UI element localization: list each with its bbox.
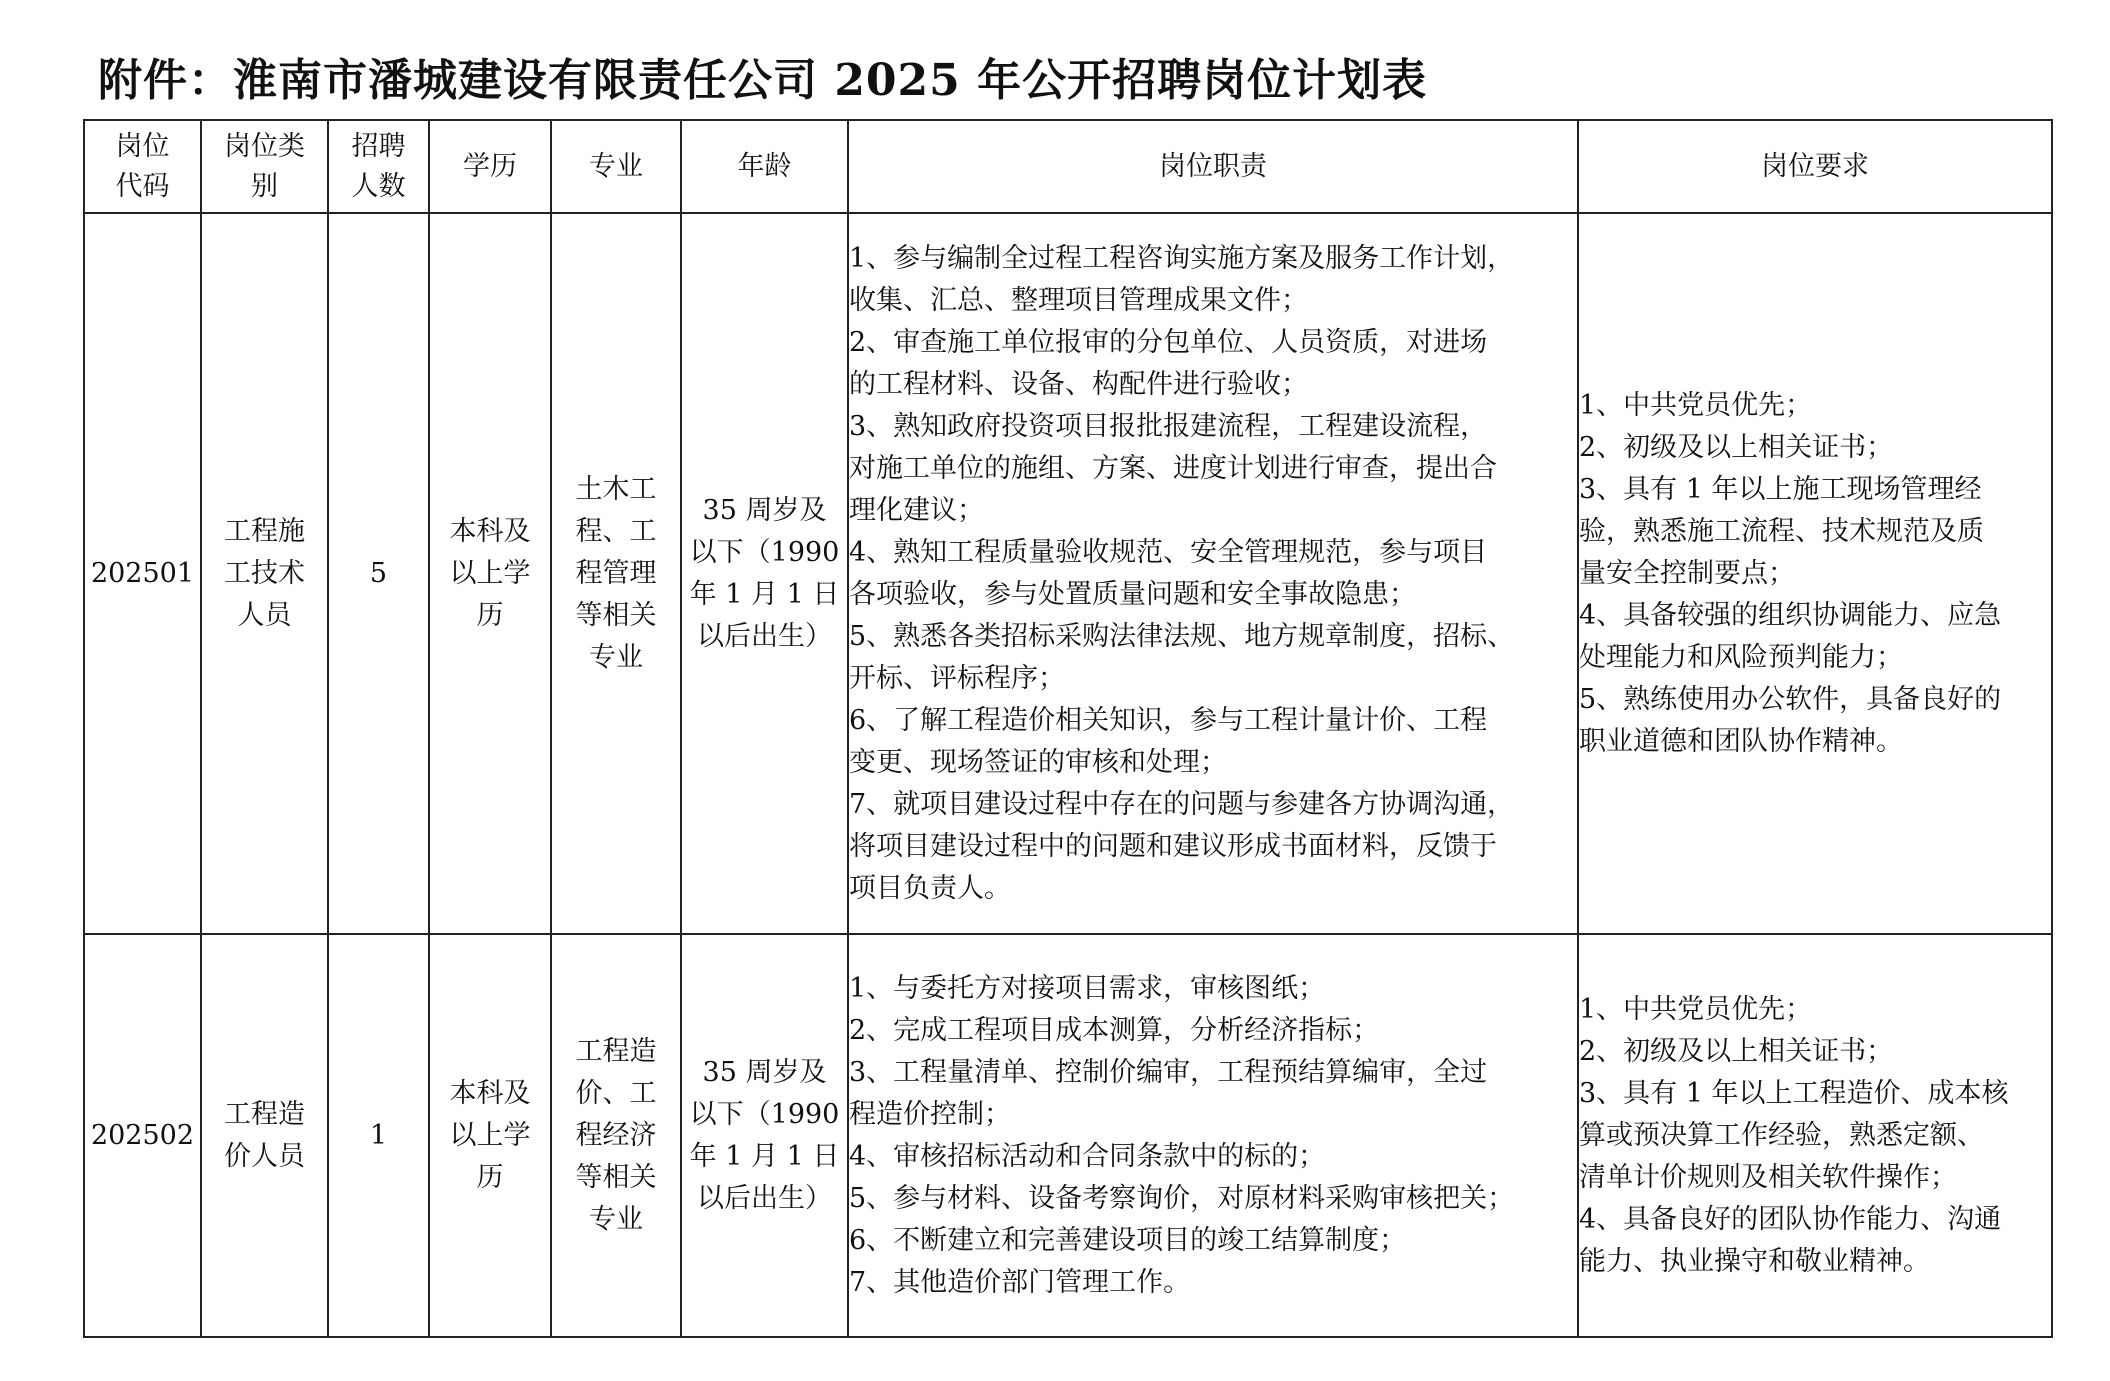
age-requirement: 35 周岁及 以下（1990 年 1 月 1 日 以后出生） xyxy=(681,213,848,934)
recruit-count: 1 xyxy=(328,934,429,1337)
table-row xyxy=(84,213,2052,934)
position-code: 202502 xyxy=(84,934,201,1337)
header-row xyxy=(84,120,2052,213)
education: 本科及 以上学 历 xyxy=(429,934,551,1337)
header-duties: 岗位职责 xyxy=(848,120,1578,213)
header-count: 招聘 人数 xyxy=(328,120,429,213)
recruit-count: 5 xyxy=(328,213,429,934)
position-category: 工程施 工技术 人员 xyxy=(201,213,328,934)
major: 土木工 程、工 程管理 等相关 专业 xyxy=(551,213,681,934)
position-requirements: 1、中共党员优先； 2、初级及以上相关证书； 3、具有 1 年以上施工现场管理经 验，熟悉施工流程、技术规范及质 量安全控制要点； 4、具备较强的组织协调能力、应急 处理能力和风险预判能力； 5、熟练使用办公软件，具备良好的 职业道德和团队协作精神。 xyxy=(1578,213,2052,934)
position-requirements: 1、中共党员优先； 2、初级及以上相关证书； 3、具有 1 年以上工程造价、成本核 算或预决算工作经验，熟悉定额、 清单计价规则及相关软件操作； 4、具备良好的团队协作能力、沟通 能力、执业操守和敬业精神。 xyxy=(1578,934,2052,1337)
age-requirement: 35 周岁及 以下（1990 年 1 月 1 日 以后出生） xyxy=(681,934,848,1337)
header-age: 年龄 xyxy=(681,120,848,213)
recruitment-plan-table xyxy=(83,119,2053,1338)
education: 本科及 以上学 历 xyxy=(429,213,551,934)
header-requirements: 岗位要求 xyxy=(1578,120,2052,213)
position-duties: 1、参与编制全过程工程咨询实施方案及服务工作计划， 收集、汇总、整理项目管理成果文件； 2、审查施工单位报审的分包单位、人员资质，对进场 的工程材料、设备、构配件进行验收； 3、熟知政府投资项目报批报建流程，工程建设流程， 对施工单位的施组、方案、进度计划进行审查，提出合 理化建议； 4、熟知工程质量验收规范、安全管理规范，参与项目 各项验收，参与处置质量问题和安全事故隐患； 5、熟悉各类招标采购法律法规、地方规章制度，招标、 开标、评标程序； 6、了解工程造价相关知识，参与工程计量计价、工程 变更、现场签证的审核和处理； 7、就项目建设过程中存在的问题与参建各方协调沟通， 将项目建设过程中的问题和建议形成书面材料，反馈于 项目负责人。 xyxy=(848,213,1578,934)
table-row xyxy=(84,934,2052,1337)
header-education: 学历 xyxy=(429,120,551,213)
major: 工程造 价、工 程经济 等相关 专业 xyxy=(551,934,681,1337)
position-code: 202501 xyxy=(84,213,201,934)
header-code: 岗位 代码 xyxy=(84,120,201,213)
header-category: 岗位类 别 xyxy=(201,120,328,213)
header-major: 专业 xyxy=(551,120,681,213)
position-duties: 1、与委托方对接项目需求，审核图纸； 2、完成工程项目成本测算，分析经济指标； 3、工程量清单、控制价编审，工程预结算编审，全过 程造价控制； 4、审核招标活动和合同条款中的标的； 5、参与材料、设备考察询价，对原材料采购审核把关； 6、不断建立和完善建设项目的竣工结算制度； 7、其他造价部门管理工作。 xyxy=(848,934,1578,1337)
position-category: 工程造 价人员 xyxy=(201,934,328,1337)
page-title: 附件：淮南市潘城建设有限责任公司 2025 年公开招聘岗位计划表 xyxy=(98,55,1428,106)
